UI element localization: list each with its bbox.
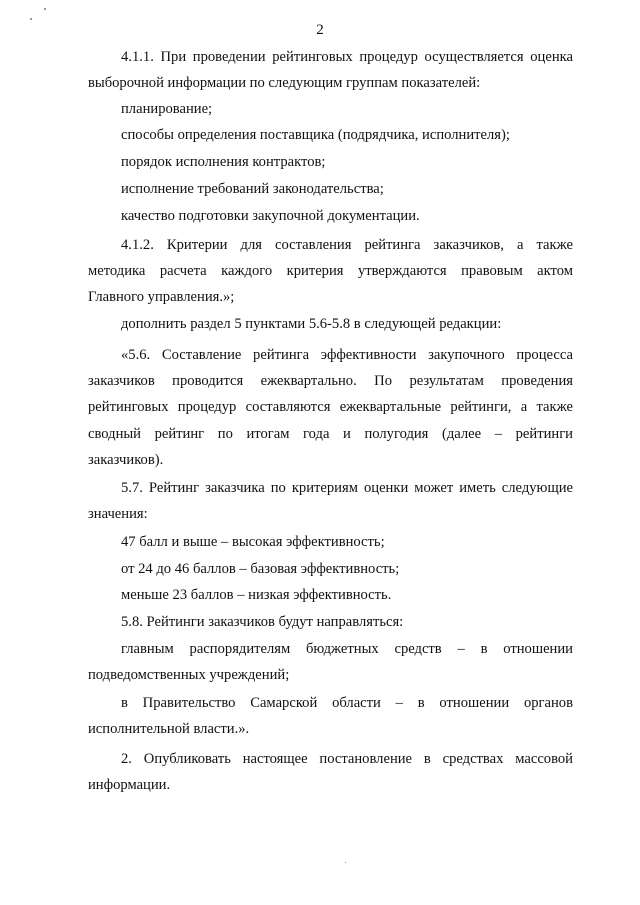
paragraph-line: заказчиков). (88, 452, 164, 468)
scan-speck (30, 18, 32, 20)
list-item: планирование; (121, 101, 213, 117)
paragraph-line: главным распорядителям бюджетных средств – в отношении (121, 641, 573, 657)
list-item: 47 балл и выше – высокая эффективность; (121, 534, 385, 550)
list-item: порядок исполнения контрактов; (121, 154, 326, 170)
paragraph-line: сводный рейтинг по итогам года и полугодия (далее – рейтинги (88, 426, 573, 442)
paragraph-line: в Правительство Самарской области – в отношении органов (121, 695, 573, 711)
paragraph-line: 4.1.2. Критерии для составления рейтинга заказчиков, а также (121, 237, 573, 253)
list-item: меньше 23 баллов – низкая эффективность. (121, 587, 392, 603)
paragraph-line: информации. (88, 777, 171, 793)
paragraph-line: 5.7. Рейтинг заказчика по критериям оценки может иметь следующие (121, 480, 573, 496)
list-item: исполнение требований законодательства; (121, 181, 384, 197)
scan-speck (44, 8, 46, 10)
paragraph-line: 5.8. Рейтинги заказчиков будут направляться: (121, 614, 404, 630)
paragraph-line: Главного управления.»; (88, 289, 235, 305)
paragraph-line: выборочной информации по следующим группам показателей: (88, 75, 481, 91)
page-number: 2 (316, 22, 324, 38)
paragraph-line: дополнить раздел 5 пунктами 5.6-5.8 в следующей редакции: (121, 316, 502, 332)
paragraph-line: подведомственных учреждений; (88, 667, 290, 683)
scan-speck (345, 862, 346, 863)
list-item: качество подготовки закупочной документации. (121, 208, 420, 224)
paragraph-line: 2. Опубликовать настоящее постановление в средствах массовой (121, 751, 573, 767)
paragraph-line: «5.6. Составление рейтинга эффективности закупочного процесса (121, 347, 573, 363)
list-item: от 24 до 46 баллов – базовая эффективность; (121, 561, 400, 577)
paragraph-line: исполнительной власти.». (88, 721, 250, 737)
paragraph-line: заказчиков проводится ежеквартально. По результатам проведения (88, 373, 573, 389)
paragraph-line: значения: (88, 506, 148, 522)
list-item: способы определения поставщика (подрядчика, исполнителя); (121, 127, 510, 143)
paragraph-line: методика расчета каждого критерия утверждаются правовым актом (88, 263, 573, 279)
paragraph-line: рейтинговых процедур составляются ежеквартальные рейтинги, а также (88, 399, 573, 415)
paragraph-line: 4.1.1. При проведении рейтинговых процедур осуществляется оценка (121, 49, 573, 65)
